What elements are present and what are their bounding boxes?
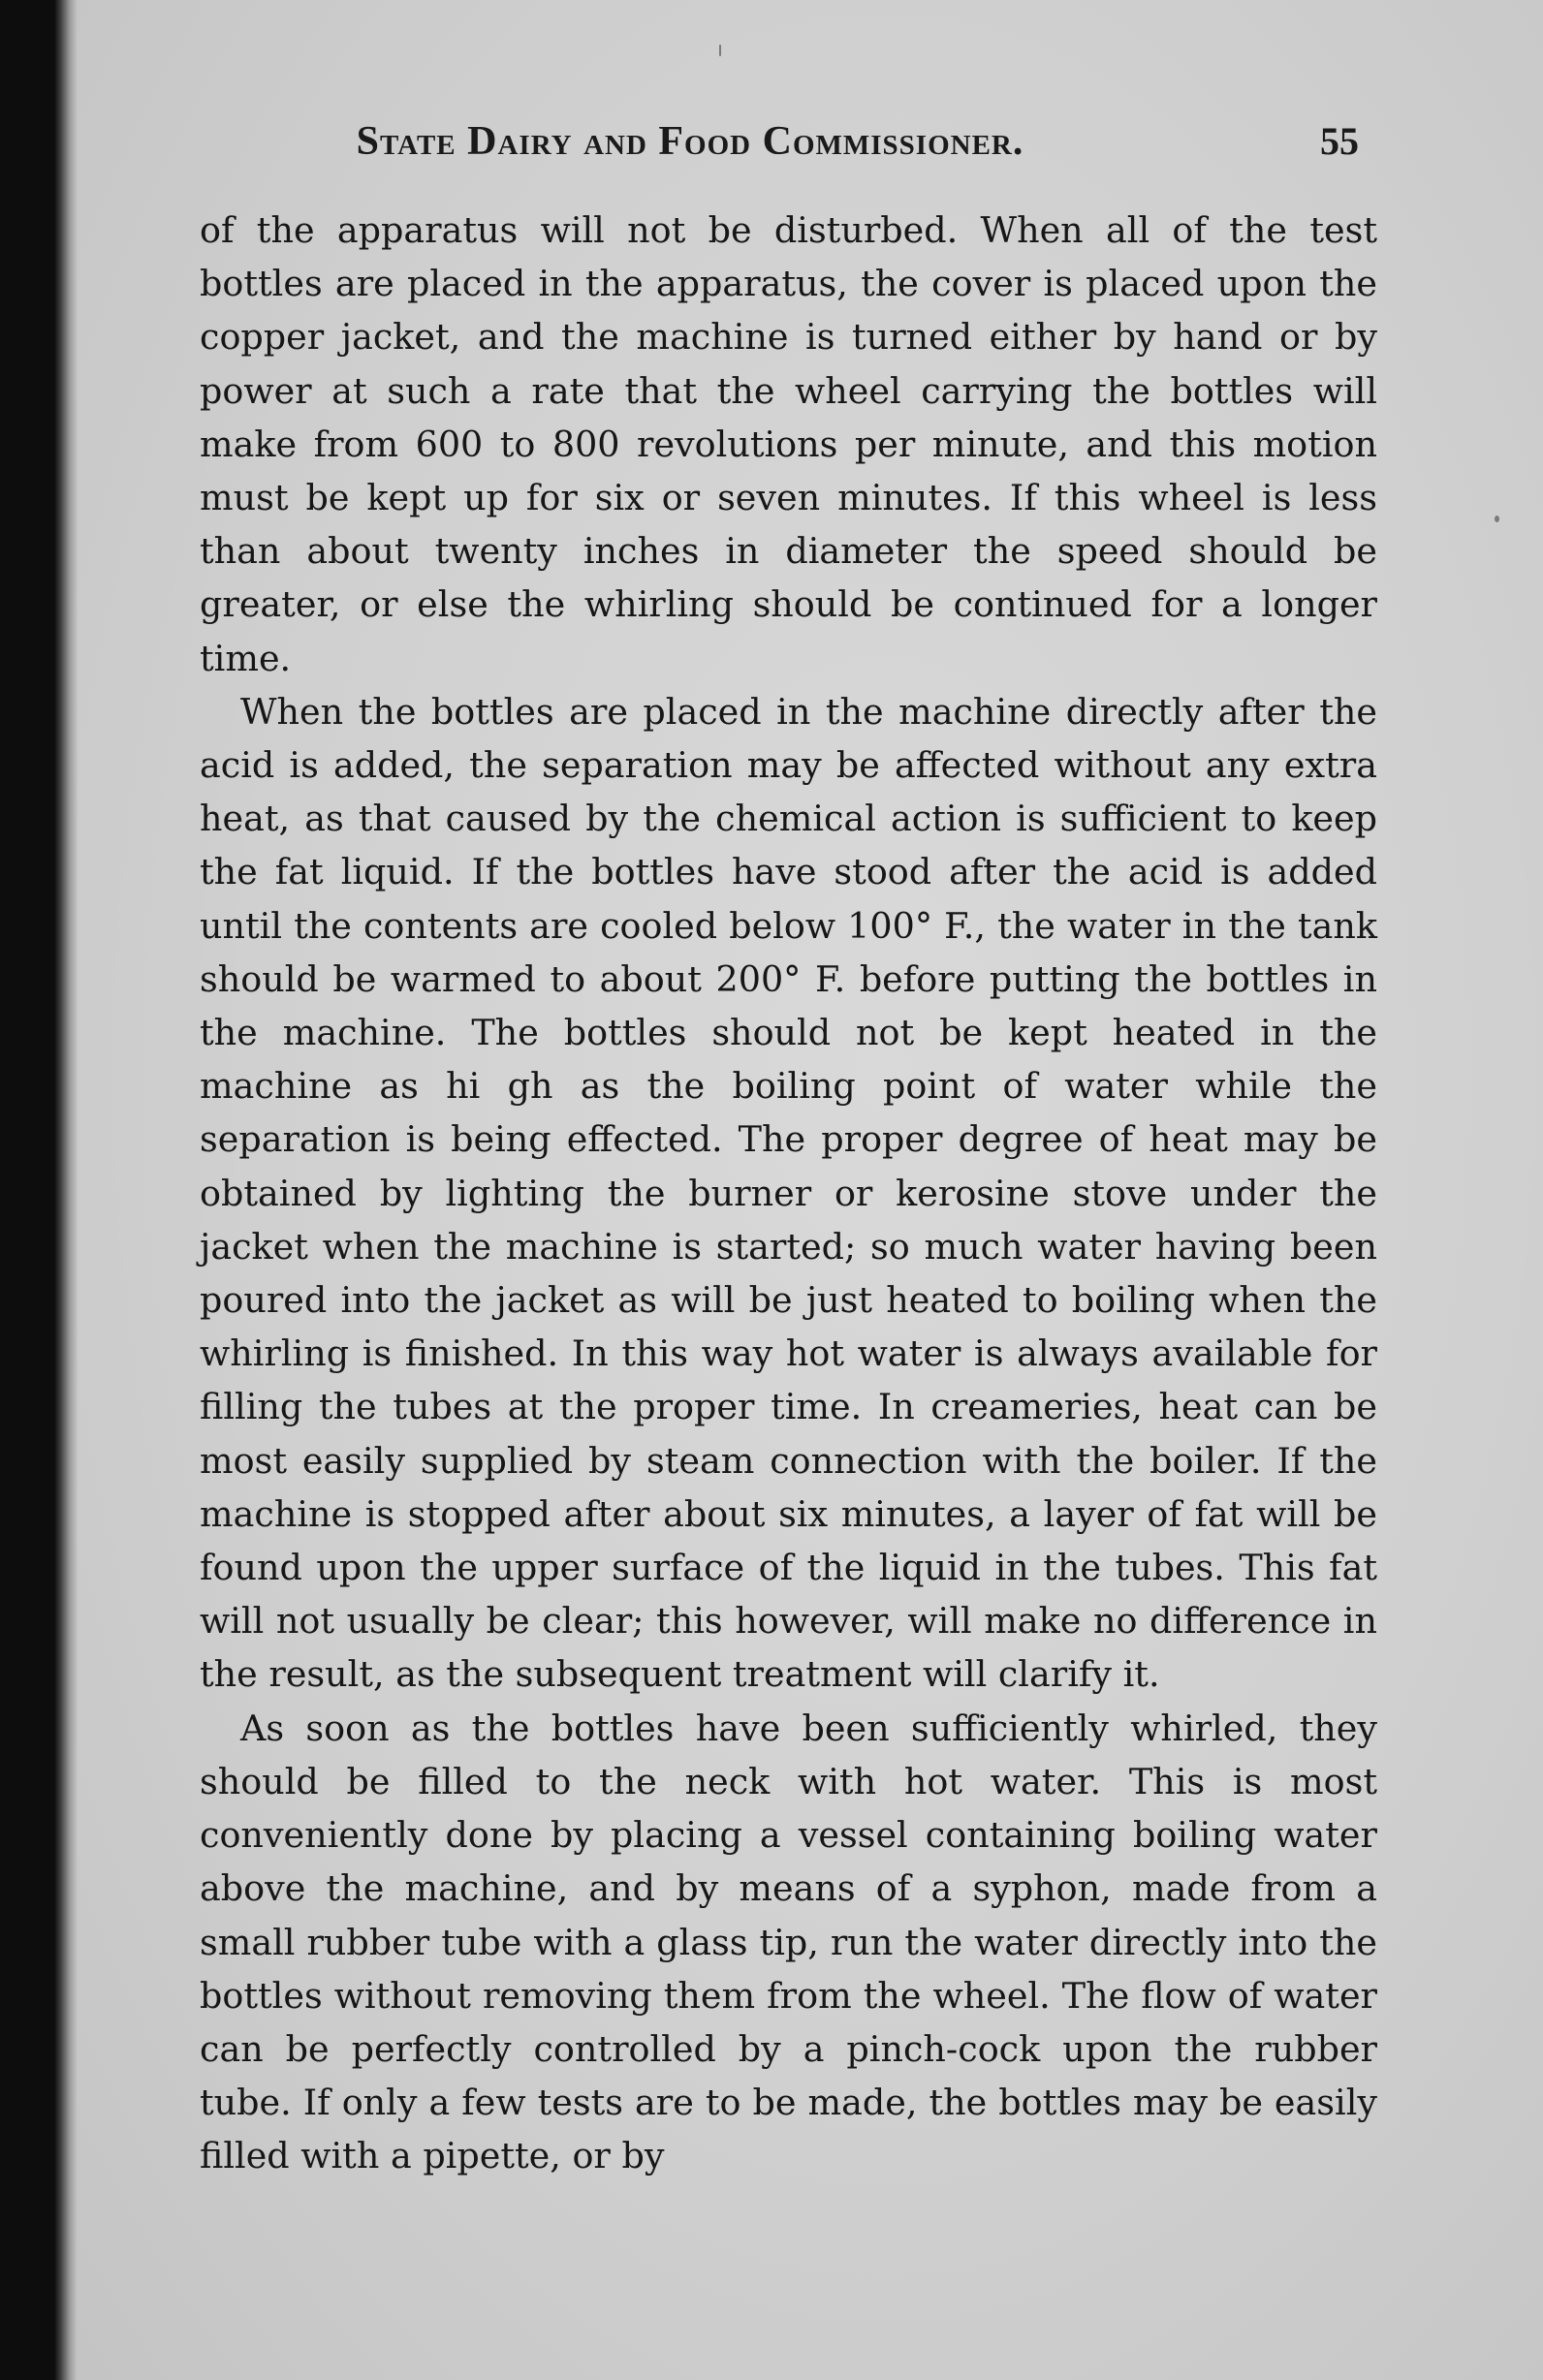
running-head — [196, 118, 1359, 176]
book-binding-edge — [0, 0, 78, 2380]
paper-speck — [719, 45, 721, 56]
body-text — [200, 204, 1377, 2183]
paragraph-3: As soon as the bottles have been sufficiently whirled, they should be filled to the neck with hot water. This is most conveniently done by placing a vessel containing boiling water above the machine, and by means of a syphon, made from a small rubber tube with a glass tip, run the water directly into the bottles without removing them from the wheel. The flow of water can be perfectly controlled by a pinch-cock upon the rubber tube. If only a few tests are to be made, the bottles may be easily filled with a pipette, or by — [200, 1707, 1377, 2177]
page-number: 55 — [1320, 119, 1359, 163]
paragraph-1: of the apparatus will not be disturbed. When all of the test bottles are placed in the apparatus, the cover is placed upon the copper jacket, and the machine is turned either by hand or by power at such a rate that the wheel carrying the bottles will make from 600 to 800 revolutions per minute, and this motion must be kept up for six or seven minutes. If this wheel is less than about twenty inches in diameter the speed should be greater, or else the whirling should be continued for a longer time. — [200, 209, 1377, 679]
page-header-title: State Dairy and Food Commissioner. — [356, 119, 1024, 164]
paper-speck — [1495, 516, 1499, 522]
paragraph-2: When the bottles are placed in the machine directly after the acid is added, the separation may be affected without any extra heat, as that caused by the chemical action is sufficient to keep the fat liquid. If the bottles have stood after the acid is added until the contents are cooled below 100° F., the water in the tank should be warmed to about 200° F. before putting the bottles in the machine. The bottles should not be kept heated in the machine as hi gh as the boiling point of water while the separation is being effected. The proper degree of heat may be obtained by lighting the burner or kerosine stove under the jacket when the machine is started; so much water having been poured into the jacket as will be just heated to boiling when the whirling is finished. In this way hot water is always available for filling the tubes at the proper time. In creameries, heat can be most easily supplied by steam connection with the boiler. If the machine is stopped after about six minutes, a layer of fat will be found upon the upper surface of the liquid in the tubes. This fat will not usually be clear; this however, will make no difference in the result, as the subsequent treatment will clarify it. — [200, 690, 1377, 1696]
